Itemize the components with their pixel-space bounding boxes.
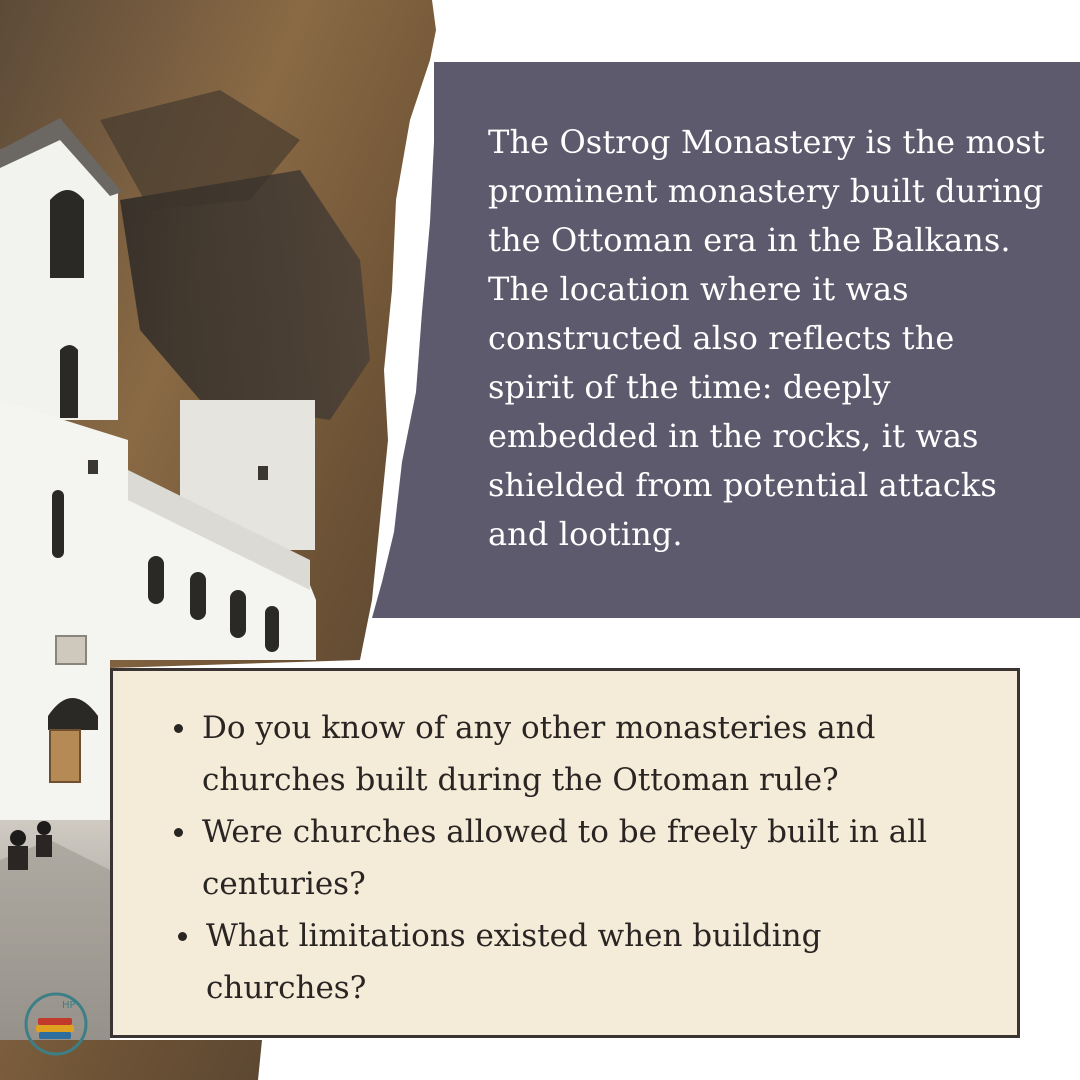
brand-logo-icon — [22, 990, 90, 1058]
list-item: Were churches allowed to be freely built in all centuries? — [168, 806, 988, 910]
list-item: Do you know of any other monasteries and churches built during the Ottoman rule? — [168, 702, 988, 806]
info-text: The Ostrog Monastery is the most prominent monastery built during the Ottoman era in the Balkans. The location where it was constructed also reflects the spirit of the time: deeply embedded in the rocks, it was shielded from potential attacks and looting. — [488, 123, 1045, 553]
questions-list — [168, 702, 988, 1014]
list-item: What limitations existed when building churches? — [172, 910, 988, 1014]
logo-text: HP — [62, 1000, 76, 1011]
